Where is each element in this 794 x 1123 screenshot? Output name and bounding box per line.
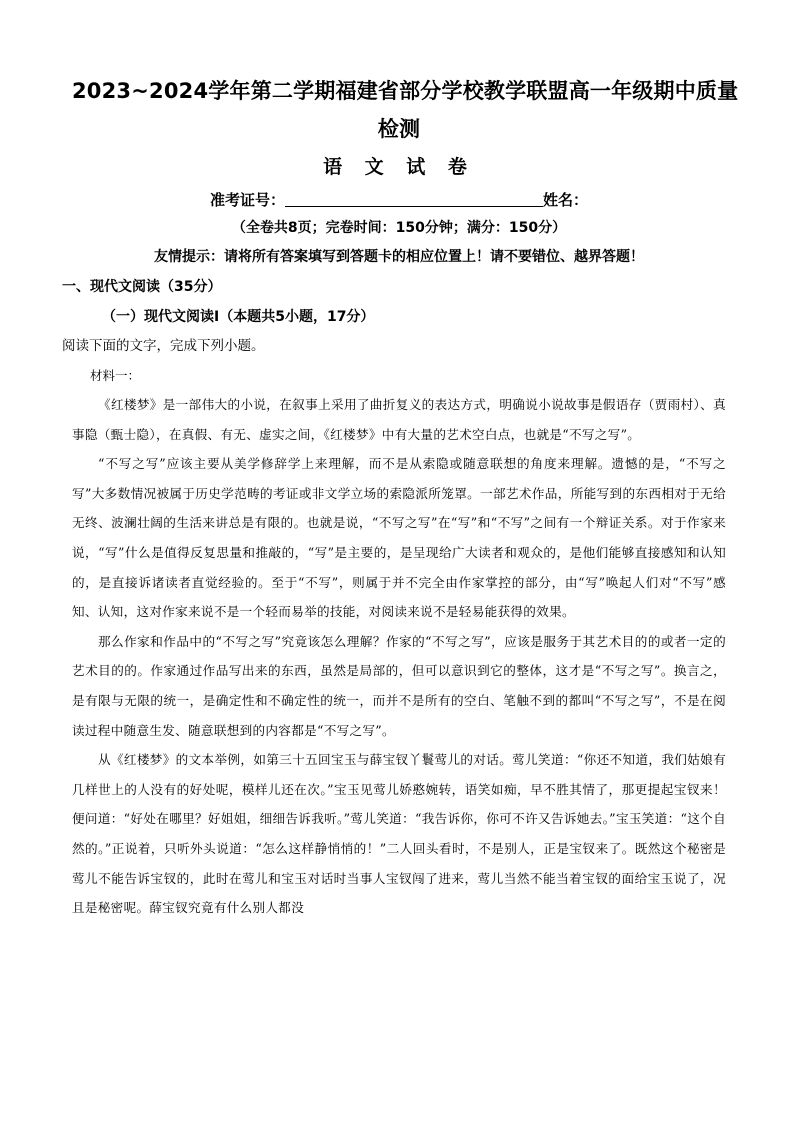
paragraph: 从《红楼梦》的文本举例，如第三十五回宝玉与薛宝钗丫鬟莺儿的对话。莺儿笑道：“你还不知道，我们姑娘有几样世上的人没有的好处呢，模样儿还在次。”宝玉见莺儿娇憨婉转，语笑如痴，早不胜其情了，那更提起宝钗来！便问道：“好处在哪里？好姐姐，细细告诉我听。”莺儿笑道：“我告诉你，你可不许又告诉她去。”宝玉笑道：“这个自然的。”正说着，只听外头说道：“怎么这样静悄悄的！”二人回头看时，不是别人，正是宝钗来了。既然这个秘密是莺儿不能告诉宝钗的，此时在莺儿和宝玉对话时当事人宝钗闯了进来，莺儿当然不能当着宝钗的面给宝玉说了，况且是秘密呢。薛宝钗究竟有什么别人都没 <box>72 752 726 916</box>
exam-id-blank[interactable] <box>285 190 543 207</box>
subject-title: 语 文 试 卷 <box>323 156 475 178</box>
material-label: 材料一： <box>90 368 141 383</box>
friendly-tip: 友情提示：请将所有答案填写到答题卡的相应位置上！请不要错位、越界答题！ <box>154 249 644 265</box>
section-title: 一、现代文阅读（35分） <box>62 279 222 295</box>
exam-id-label: 准考证号： <box>209 191 285 209</box>
paragraph: “不写之写”应该主要从美学修辞学上来理解，而不是从索隐或随意联想的角度来理解。遗憾的是，“不写之写”大多数情况被属于历史学范畴的考证或非文学立场的索隐派所笼罩。一部艺术作品，所能写到的东西相对于无给无终、波澜壮阔的生活来讲总是有限的。也就是说，“不写之写”在“写”和“不写”之间有一个辩证关系。对于作家来说，“写”什么是值得反复思量和推敲的，“写”是主要的，是呈现给广大读者和观众的，是他们能够直接感知和认知的，是直接诉诸读者直觉经验的。至于“不写”，则属于并不完全由作家掌控的部分，由“写”唤起人们对“不写”感知、认知，这对作家来说不是一个轻而易举的技能，对阅读来说不是轻易能获得的效果。 <box>72 456 726 620</box>
exam-title-line-1: 2023~2024学年第二学期福建省部分学校教学联盟高一年级期中质量 <box>72 79 739 103</box>
reading-instruction: 阅读下面的文字，完成下列小题。 <box>62 338 265 354</box>
subsection-title: （一）现代文阅读I（本题共5小题，17分） <box>102 309 375 325</box>
paragraph: 那么作家和作品中的“不写之写”究竟该怎么理解？作家的“不写之写”，应该是服务于其艺术目的的或者一定的艺术目的的。作家通过作品写出来的东西，虽然是局部的，但可以意识到它的整体，这才是“不写之写”。换言之，是有限与无限的统一，是确定性和不确定性的统一，而并不是所有的空白、笔触不到的都叫“不写之写”，不是在阅读过程中随意生发、随意联想到的内容都是“不写之写”。 <box>72 633 726 738</box>
exam-info: （全卷共8页；完卷时间：150分钟；满分：150分） <box>231 220 567 236</box>
candidate-info-row <box>72 186 726 214</box>
exam-page <box>62 72 739 923</box>
paragraph: 《红楼梦》是一部伟大的小说，在叙事上采用了曲折复义的表达方式，明确说小说故事是假语存（贾雨村）、真事隐（甄士隐），在真假、有无、虚实之间，《红楼梦》中有大量的艺术空白点，也就是“不写之写”。 <box>72 397 726 442</box>
name-label: 姓名： <box>543 191 589 209</box>
exam-title-line-2: 检测 <box>377 117 421 141</box>
